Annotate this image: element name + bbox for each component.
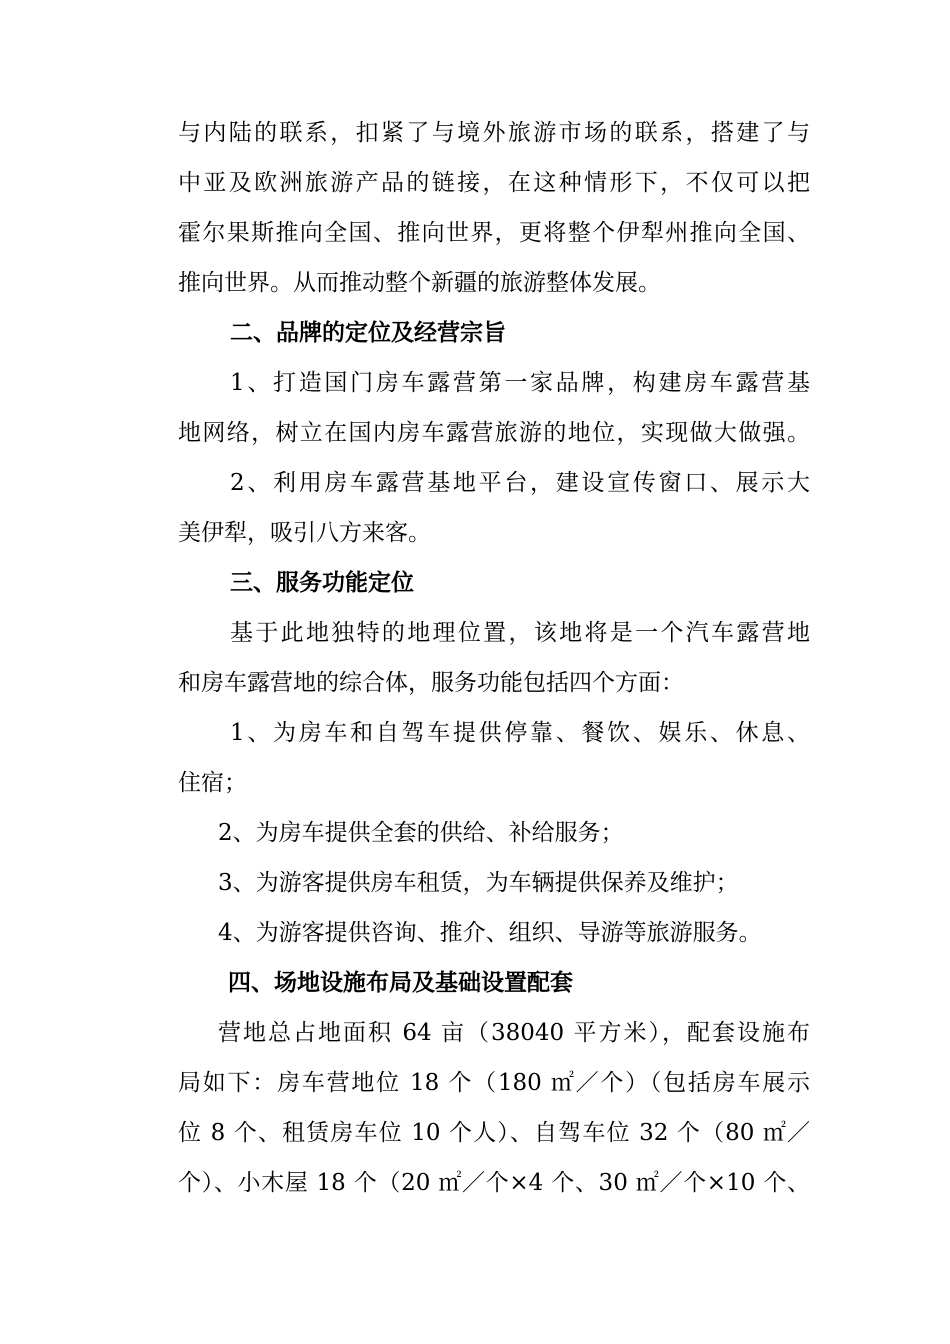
- section-heading: 四、场地设施布局及基础设置配套: [228, 970, 573, 996]
- list-item: 2、为房车提供全套的供给、补给服务；: [218, 820, 624, 846]
- paragraph-line: 中亚及欧洲旅游产品的链接，在这种情形下，不仅可以把: [178, 170, 810, 196]
- paragraph-line: 基于此地独特的地理位置，该地将是一个汽车露营地: [230, 620, 810, 646]
- list-item: 4、为游客提供咨询、推介、组织、导游等旅游服务。: [218, 920, 762, 946]
- paragraph-line: 地网络，树立在国内房车露营旅游的地位，实现做大做强。: [178, 420, 810, 446]
- paragraph-line: 1、打造国门房车露营第一家品牌，构建房车露营基: [230, 370, 810, 396]
- section-heading: 三、服务功能定位: [230, 570, 414, 596]
- section-heading: 二、品牌的定位及经营宗旨: [230, 320, 506, 346]
- paragraph-line: 霍尔果斯推向全国、推向世界，更将整个伊犁州推向全国、: [178, 220, 810, 246]
- paragraph-line: 美伊犁，吸引八方来客。: [178, 520, 431, 546]
- paragraph-line: 1、为房车和自驾车提供停靠、餐饮、娱乐、休息、: [230, 720, 810, 746]
- paragraph-line: 2、利用房车露营基地平台，建设宣传窗口、展示大: [230, 470, 810, 496]
- paragraph-line: 住宿；: [178, 770, 247, 796]
- paragraph-line: 位 8 个、租赁房车位 10 个人）、自驾车位 32 个（80 ㎡／: [178, 1120, 810, 1146]
- paragraph-line: 营地总占地面积 64 亩（38040 平方米），配套设施布: [218, 1020, 810, 1046]
- paragraph-line: 与内陆的联系，扣紧了与境外旅游市场的联系，搭建了与: [178, 120, 810, 146]
- paragraph-line: 和房车露营地的综合体，服务功能包括四个方面：: [178, 670, 684, 696]
- paragraph-line: 推向世界。从而推动整个新疆的旅游整体发展。: [178, 270, 661, 296]
- list-item: 3、为游客提供房车租赁，为车辆提供保养及维护；: [218, 870, 739, 896]
- paragraph-line: 局如下：房车营地位 18 个（180 ㎡／个）（包括房车展示: [178, 1070, 810, 1096]
- paragraph-line: 个）、小木屋 18 个（20 ㎡／个×4 个、30 ㎡／个×10 个、: [178, 1170, 810, 1196]
